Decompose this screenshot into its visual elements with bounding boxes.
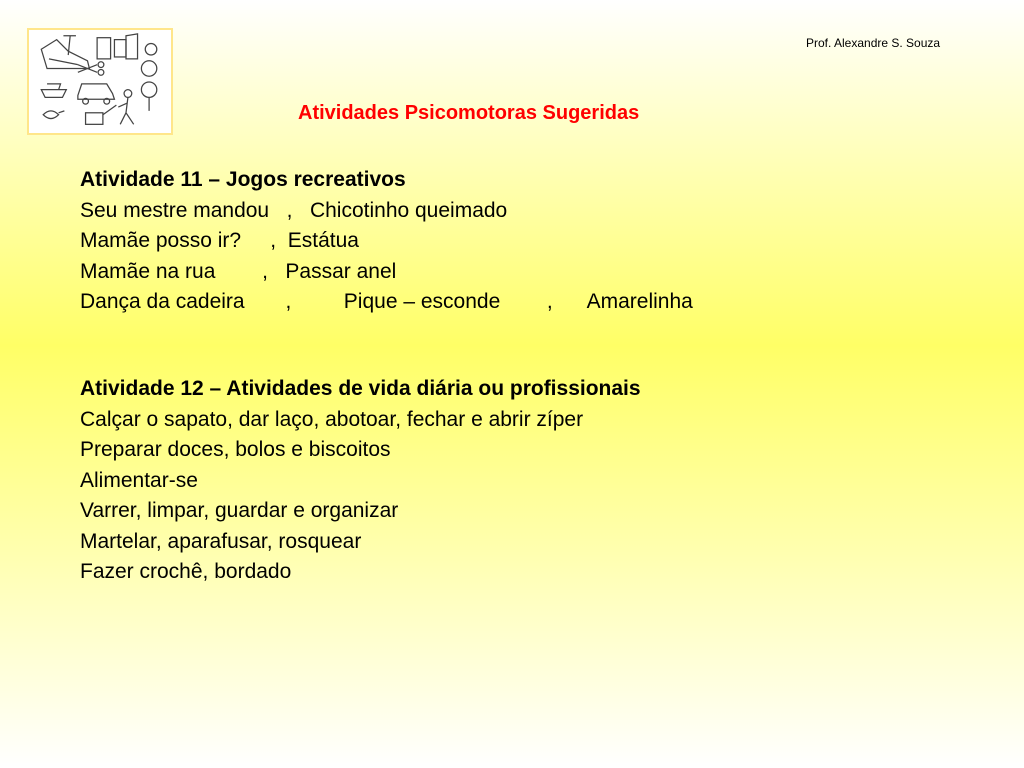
activity-12-line: Fazer crochê, bordado — [80, 560, 292, 583]
activity-12-line: Alimentar-se — [80, 468, 198, 492]
activity-12-line: Calçar o sapato, dar laço, abotoar, fechar e abrir zíper — [80, 407, 584, 431]
activity-11-line: Dança da cadeira , Pique – esconde , Amarelinha — [80, 290, 693, 313]
children-activities-drawing-icon — [29, 30, 171, 133]
activity-11-line: Mamãe na rua , Passar anel — [80, 259, 397, 283]
activity-11-line: Mamãe posso ir? , Estátua — [80, 229, 359, 252]
activity-12-line: Martelar, aparafusar, rosquear — [80, 529, 362, 553]
activity-11-line: Seu mestre mandou , Chicotinho queimado — [80, 198, 508, 222]
activity-12-line: Preparar doces, bolos e biscoitos — [80, 438, 391, 461]
activity-11-heading: Atividade 11 – Jogos recreativos — [80, 168, 406, 191]
author-name: Prof. Alexandre S. Souza — [806, 36, 941, 50]
activity-12-section — [80, 374, 641, 588]
activity-12-heading: Atividade 12 – Atividades de vida diária ou profissionais — [80, 377, 641, 400]
logo-image — [27, 28, 173, 135]
slide-title: Atividades Psicomotoras Sugeridas — [298, 102, 640, 124]
activity-12-line: Varrer, limpar, guardar e organizar — [80, 499, 399, 522]
activity-11-section — [80, 165, 693, 318]
